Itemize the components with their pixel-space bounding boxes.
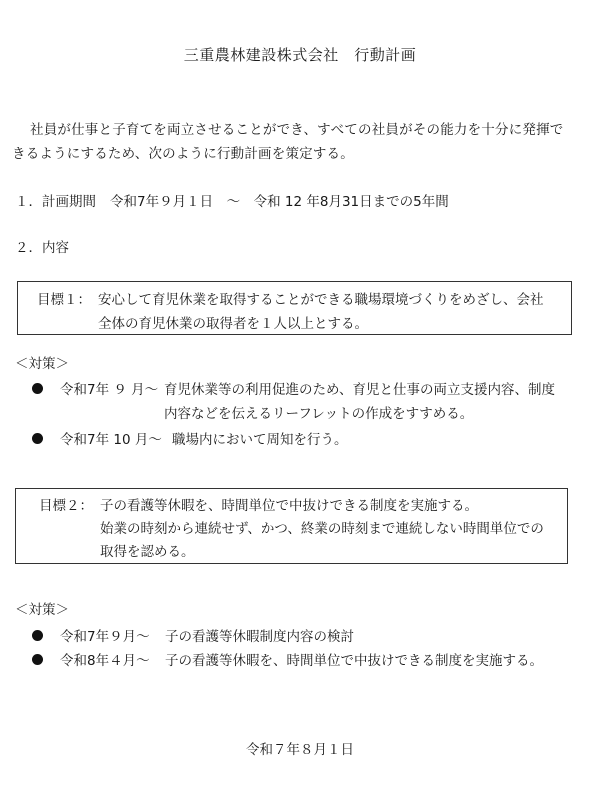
section-label: 内容 — [42, 240, 69, 256]
intro-line-2: きるようにするため、次のように行動計画を策定する。 — [12, 146, 354, 162]
goal-2-line-2: 始業の時刻から連続せず、かつ、終業の時刻まで連続しない時間単位での — [100, 521, 544, 537]
section-number: ２． — [15, 240, 42, 256]
measures-1-heading: ＜対策＞ — [15, 356, 69, 372]
goal-2-box — [15, 488, 568, 564]
bullet-icon — [32, 383, 43, 394]
section-label: 計画期間 — [42, 194, 96, 210]
goal-1-box — [17, 281, 572, 335]
document-title: 三重農林建設株式会社 行動計画 — [183, 46, 417, 64]
measure-desc-line-1: 子の看護等休暇を、時間単位で中抜けできる制度を実施する。 — [165, 653, 543, 669]
goal-2-line-1: 子の看護等休暇を、時間単位で中抜けできる制度を実施する。 — [100, 498, 478, 514]
goal-1-label: 目標１： — [37, 292, 91, 308]
measure-desc-line-2: 内容などを伝えるリーフレットの作成をすすめる。 — [164, 406, 474, 422]
plan-period-value: 令和7年９月１日 ～ 令和 12 年8月31日までの5年間 — [110, 194, 449, 210]
goal-2-label: 目標２： — [39, 498, 93, 514]
measure-date: 令和8年４月～ — [60, 653, 150, 669]
bullet-icon — [32, 654, 43, 665]
bullet-icon — [32, 630, 43, 641]
bullet-icon — [32, 433, 43, 444]
section-contents — [15, 236, 69, 256]
measure-desc-line-1: 子の看護等休暇制度内容の検討 — [165, 629, 354, 645]
document-date: 令和７年８月１日 — [246, 742, 354, 758]
measure-date: 令和7年 10 月～ — [60, 432, 162, 448]
goal-1-line-1: 安心して育児休業を取得することができる職場環境づくりをめざし、会社 — [98, 292, 544, 308]
measures-2-heading: ＜対策＞ — [15, 602, 69, 618]
goal-1-line-2: 全体の育児休業の取得者を１人以上とする。 — [98, 316, 368, 332]
section-number: １． — [15, 194, 42, 210]
measure-desc-line-1: 職場内において周知を行う。 — [172, 432, 348, 448]
intro-line-1: 社員が仕事と子育てを両立させることができ、すべての社員がその能力を十分に発揮で — [30, 122, 564, 138]
intro-paragraph — [12, 118, 592, 166]
measure-desc-line-1: 育児休業等の利用促進のため、育児と仕事の両立支援内容、制度 — [164, 382, 555, 398]
measure-date: 令和7年 ９ 月～ — [60, 382, 159, 398]
measure-date: 令和7年９月～ — [60, 629, 150, 645]
goal-2-line-3: 取得を認める。 — [100, 544, 195, 560]
section-plan-period — [15, 190, 449, 210]
